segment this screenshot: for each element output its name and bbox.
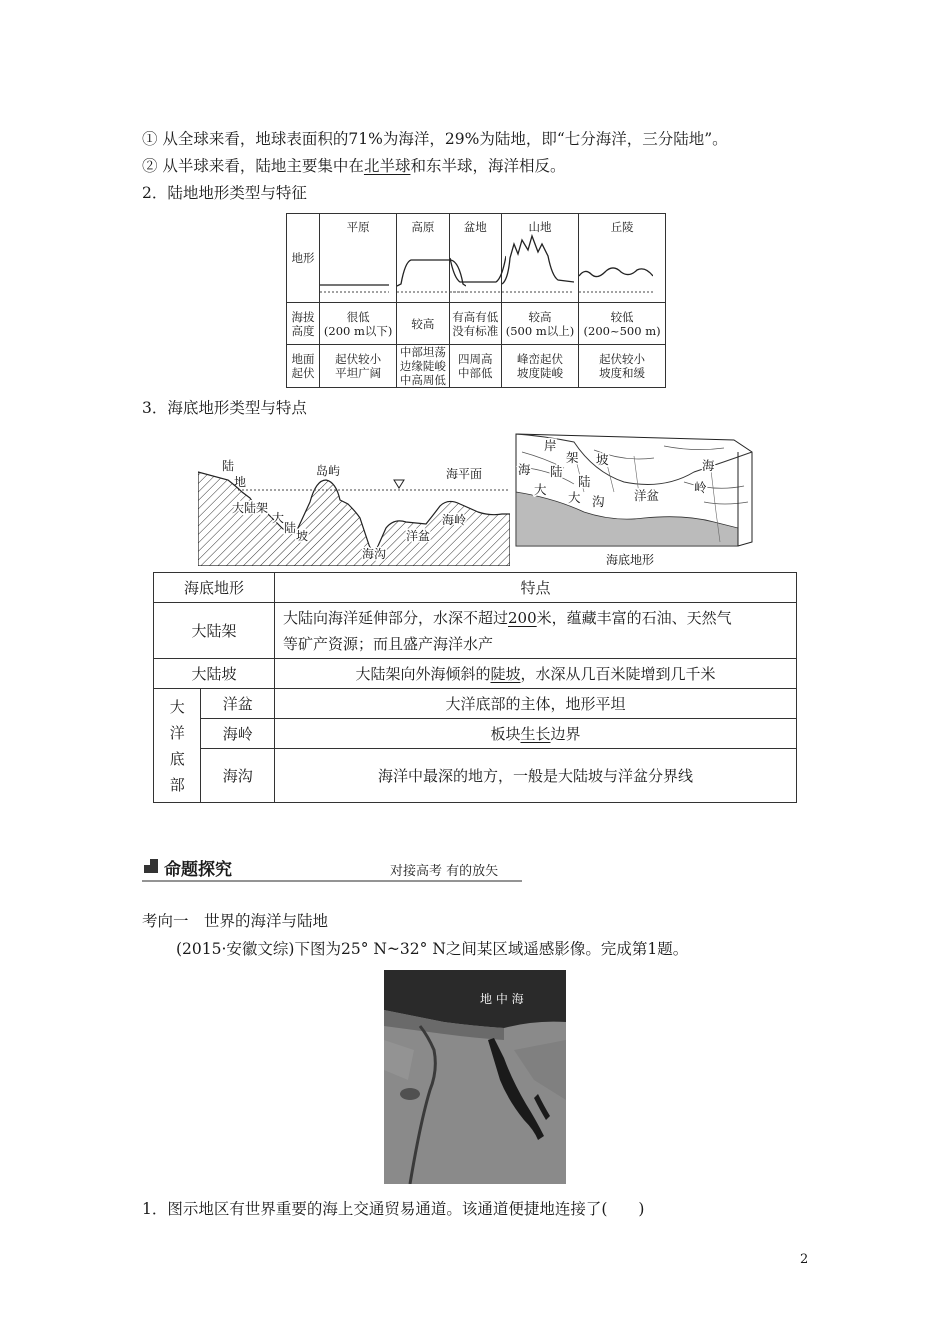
slope-name: 大陆坡 (154, 659, 275, 689)
basin-profile (450, 214, 506, 302)
col-basin (449, 214, 501, 303)
col-plateau (397, 214, 449, 303)
section3-heading: 3．海底地形类型与特点 (142, 399, 307, 417)
satellite-image (384, 970, 566, 1184)
block-label-t1: 岸 (544, 438, 557, 453)
map-label-sea: 地 中 海 (480, 992, 524, 1006)
block-label-t8: 大 (568, 490, 581, 505)
label-land-1: 陆 (222, 459, 235, 473)
rel-plateau: 中部坦荡 边缘陡峻 中高周低 (397, 345, 449, 388)
basin-desc: 大洋底部的主体，地形平坦 (275, 689, 797, 719)
block-label-t3: 坡 (596, 452, 609, 467)
alt-mountain: 较高 (500 m以上) (501, 303, 578, 345)
label-slope-3: 坡 (296, 529, 309, 543)
block-label-t7: 大 (534, 482, 547, 497)
block-label-t2: 架 (566, 450, 579, 465)
seabed-block-figure (514, 432, 754, 568)
label-land-2: 地 (234, 475, 247, 489)
block-label-t4: 海 (518, 462, 531, 477)
label-slope-1: 大 (272, 511, 285, 525)
direction-heading: 考向一 世界的海洋与陆地 (142, 912, 329, 930)
intro-line-2-tail: 和东半球，海洋相反。 (410, 157, 566, 175)
explore-title: 命题探究 (164, 860, 232, 880)
explore-section-header (142, 854, 522, 884)
col-name: 高原 (411, 220, 435, 234)
label-basin: 洋盆 (406, 529, 431, 543)
alt-basin: 有高有低 没有标准 (449, 303, 501, 345)
mountain-profile (502, 214, 574, 302)
label-sea-level: 海平面 (446, 467, 483, 481)
col-hill (579, 214, 666, 303)
row-header-shape: 地形 (287, 214, 320, 303)
intro-line-1: ① 从全球来看，地球表面积的71%为海洋，29%为陆地，即“七分海洋，三分陆地”。 (142, 130, 728, 148)
plain-profile (320, 214, 389, 302)
col-name: 丘陵 (610, 220, 634, 234)
shelf-name: 大陆架 (154, 603, 275, 659)
slope-desc: 大陆架向外海倾斜的陡坡，水深从几百米陡增到几千米 (275, 659, 797, 689)
trench-desc: 海洋中最深的地方，一般是大陆坡与洋盆分界线 (275, 749, 797, 803)
col-plain (320, 214, 397, 303)
intro-line-2-underline: 北半球 (363, 157, 411, 175)
block-caption: 海底地形 (606, 553, 655, 567)
rel-hill: 起伏较小 坡度和缓 (579, 345, 666, 388)
col-mountain (501, 214, 578, 303)
col-name: 盆地 (463, 220, 487, 234)
rel-mountain: 峰峦起伏 坡度陡峻 (501, 345, 578, 388)
trench-name: 海沟 (201, 749, 275, 803)
block-label-t10: 洋盆 (634, 488, 660, 503)
seabed-table (153, 572, 797, 803)
ridge-desc: 板块生长边界 (275, 719, 797, 749)
page-number: 2 (800, 1252, 809, 1267)
rel-plain: 起伏较小 平坦广阔 (320, 345, 397, 388)
row-header-relief: 地面 起伏 (287, 345, 320, 388)
land-terrain-table (286, 213, 666, 388)
shelf-desc: 大陆向海洋延伸部分，水深不超过200米，蕴藏丰富的石油、天然气 等矿产资源；而且盛产海洋水产 (275, 603, 797, 659)
block-label-t6: 陆 (578, 474, 591, 489)
col-name: 山地 (528, 220, 552, 234)
ocean-floor-label: 大 洋 底 部 (154, 689, 201, 803)
label-trench: 海沟 (362, 547, 387, 561)
label-ridge: 海岭 (442, 513, 467, 527)
section2-heading: 2．陆地地形类型与特征 (142, 184, 307, 202)
explore-tagline: 对接高考 有的放矢 (390, 864, 499, 879)
seabed-profile-figure (198, 458, 510, 566)
seabed-header-left: 海底地形 (154, 573, 275, 603)
question-intro: (2015·安徽文综)下图为25° N~32° N之间某区域遥感影像。完成第1题。 (176, 940, 689, 958)
label-slope-2: 陆 (284, 521, 297, 535)
row-header-altitude: 海拔 高度 (287, 303, 320, 345)
block-label-t5: 陆 (550, 464, 563, 479)
alt-hill: 较低 (200~500 m) (579, 303, 666, 345)
ridge-name: 海岭 (201, 719, 275, 749)
alt-plain: 很低 (200 m以下) (320, 303, 397, 345)
block-label-t12: 岭 (694, 480, 707, 495)
rel-basin: 四周高 中部低 (449, 345, 501, 388)
hill-profile (579, 214, 653, 302)
seabed-header-right: 特点 (275, 573, 797, 603)
block-label-t9: 沟 (592, 494, 605, 509)
block-label-t11: 海 (702, 458, 715, 473)
col-name: 平原 (346, 220, 370, 234)
intro-line-2-text: ② 从半球来看，陆地主要集中在 (142, 157, 364, 175)
intro-line-2 (142, 156, 565, 176)
label-shelf: 大陆架 (232, 501, 269, 515)
basin-name: 洋盆 (201, 689, 275, 719)
alt-plateau: 较高 (397, 303, 449, 345)
label-island: 岛屿 (316, 464, 341, 478)
question-1: 1．图示地区有世界重要的海上交通贸易通道。该通道便捷地连接了( ) (142, 1200, 645, 1218)
